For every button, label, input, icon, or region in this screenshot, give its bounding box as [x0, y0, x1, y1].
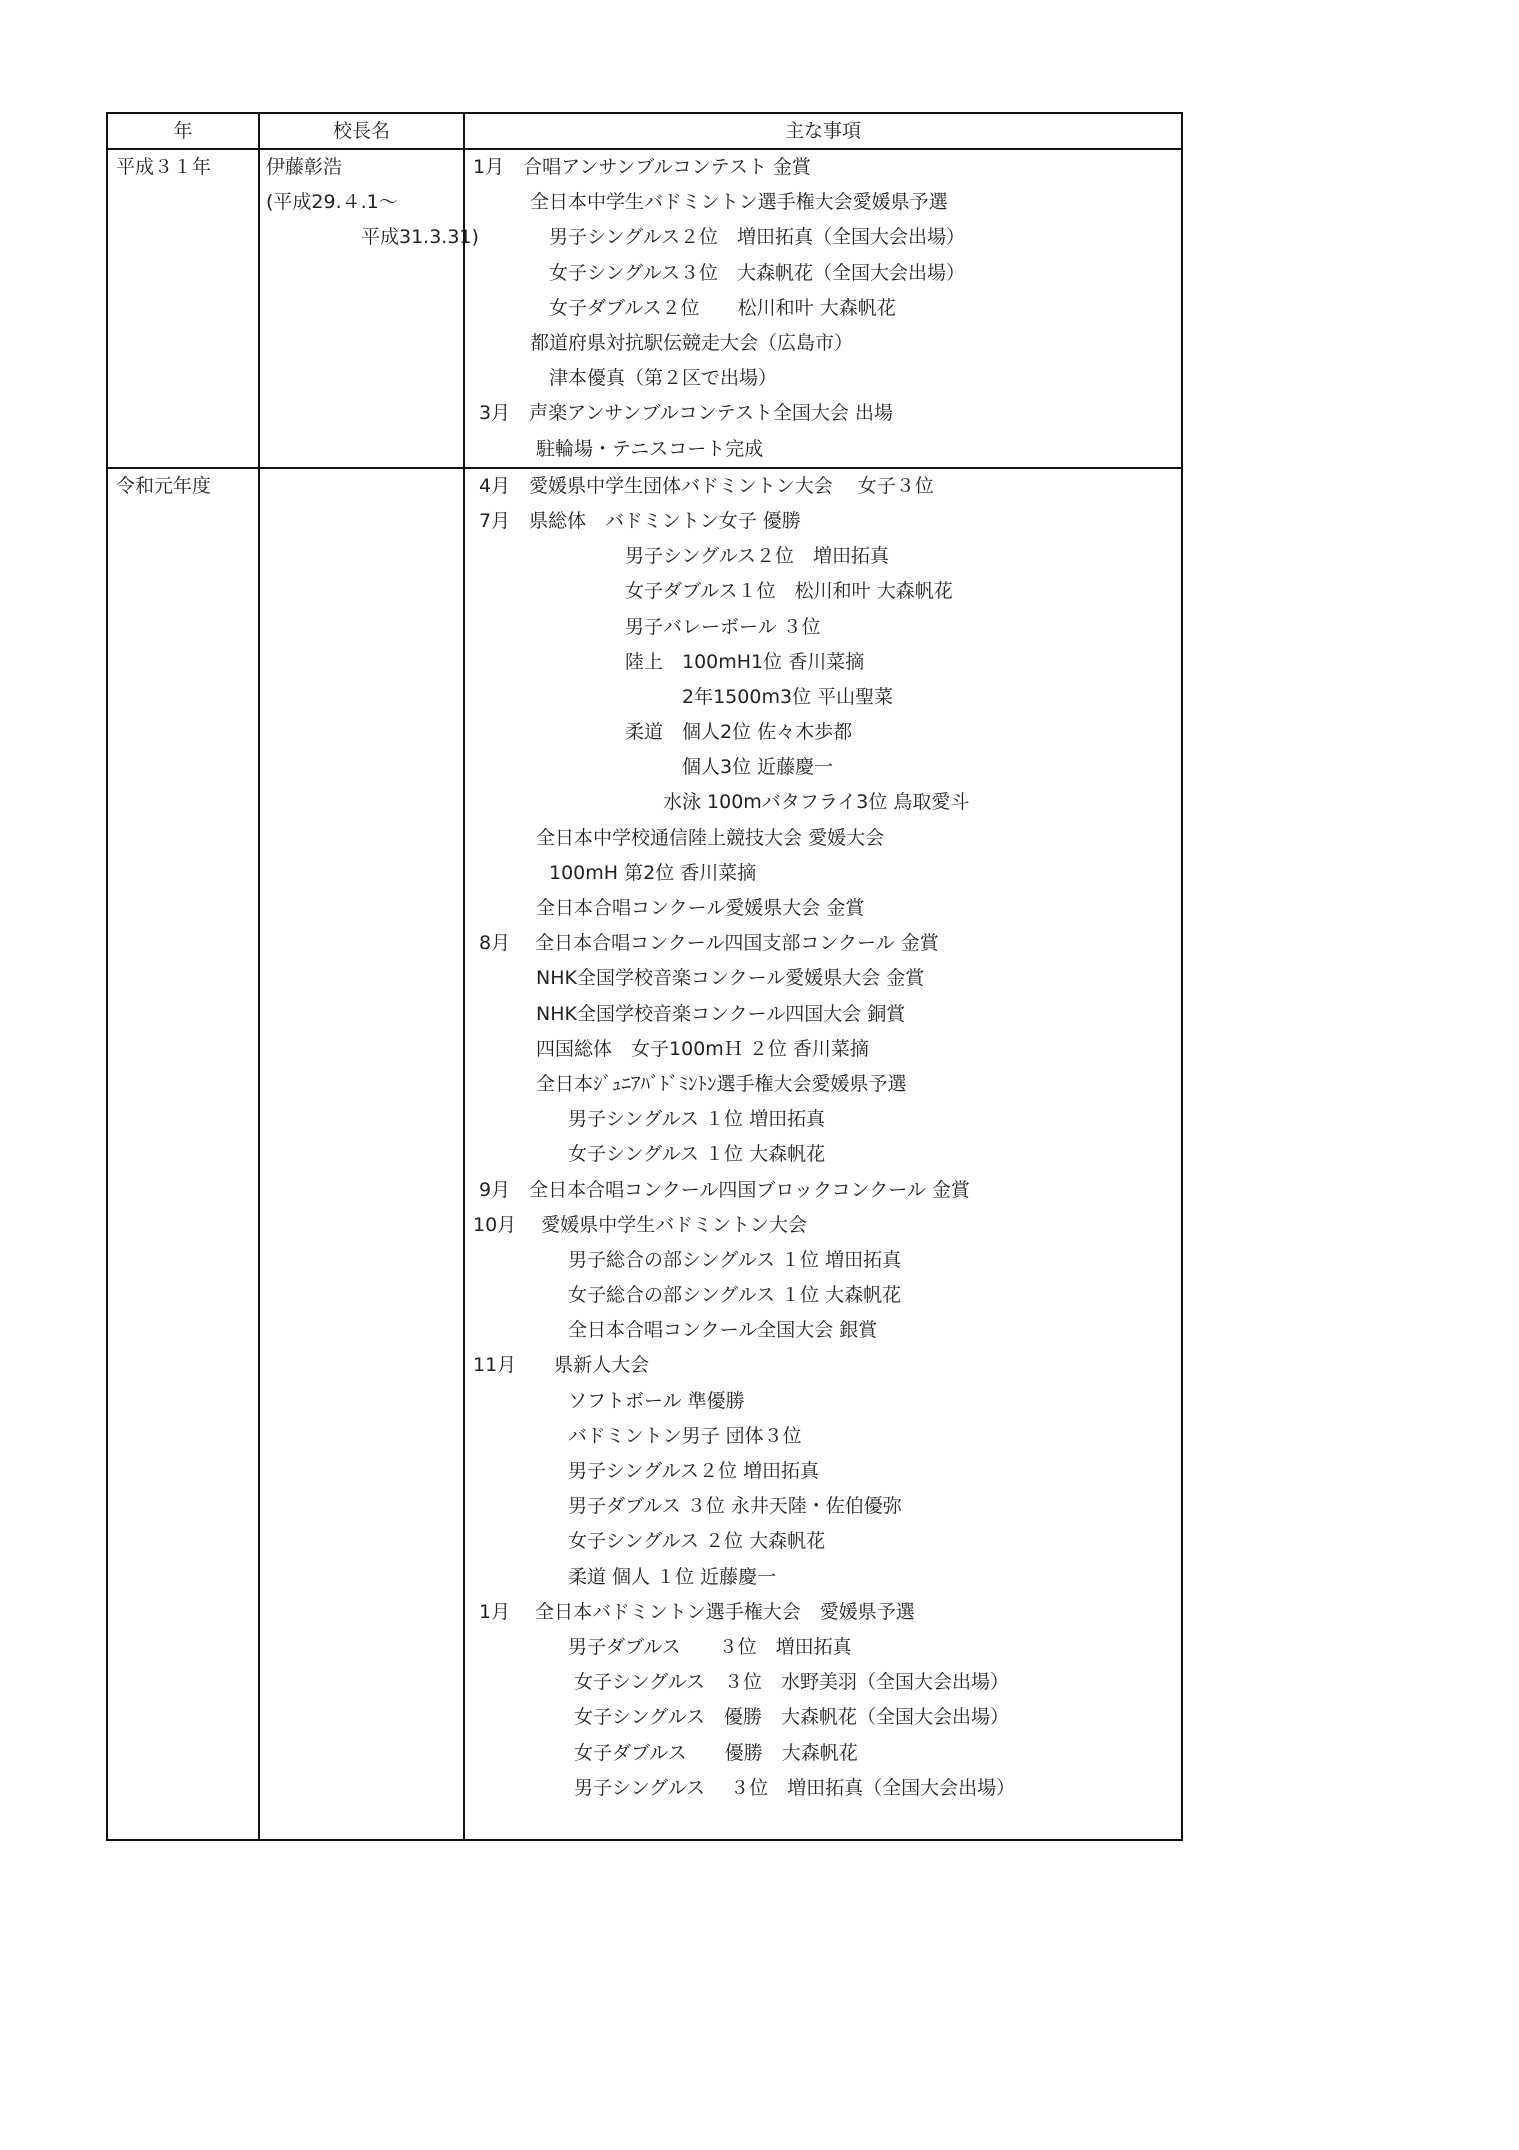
- item-line: 全日本合唱コンクール全国大会 銀賞: [473, 1319, 878, 1342]
- item-line: 個人3位 近藤慶一: [473, 756, 834, 779]
- item-line: 男子ダブルス ３位 増田拓真: [473, 1635, 852, 1658]
- item-line: 100mH 第2位 香川菜摘: [473, 861, 757, 884]
- item-line: 男子シングルス２位 増田拓真: [473, 545, 890, 568]
- item-line: 全日本合唱コンクール愛媛県大会 金賞: [473, 897, 865, 920]
- header-principal: 校長名: [258, 114, 463, 148]
- item-line: 4月 愛媛県中学生団体バドミントン大会 女子３位: [473, 474, 934, 497]
- item-line: 男子総合の部シングルス １位 増田拓真: [473, 1248, 902, 1271]
- item-line: 11月 県新人大会: [473, 1354, 650, 1377]
- items-cell: [463, 150, 1181, 467]
- item-line: 男子シングルス ３位 増田拓真（全国大会出場）: [473, 1776, 1016, 1799]
- item-line: 都道府県対抗駅伝競走大会（広島市）: [473, 331, 854, 354]
- item-line: バドミントン男子 団体３位: [473, 1424, 802, 1447]
- item-line: NHK全国学校音楽コンクール四国大会 銅賞: [473, 1002, 906, 1025]
- item-line: 駐輪場・テニスコート完成: [473, 437, 764, 460]
- item-line: 女子シングルス ３位 水野美羽（全国大会出場）: [473, 1671, 1010, 1694]
- principal-line: 伊藤彰浩: [266, 156, 343, 178]
- principal-cell: [258, 469, 463, 1839]
- year-text: 平成３１年: [116, 156, 212, 178]
- table-row: [108, 467, 1181, 1839]
- item-line: 水泳 100mバタフライ3位 鳥取愛斗: [473, 791, 970, 814]
- item-line: 津本優真（第２区で出場）: [473, 367, 778, 390]
- item-line: 女子ダブルス 優勝 大森帆花: [473, 1741, 858, 1764]
- item-line: 1月 合唱アンサンブルコンテスト 金賞: [473, 156, 811, 178]
- item-line: 全日本中学校通信陸上競技大会 愛媛大会: [473, 826, 885, 849]
- item-line: 陸上 100mH1位 香川菜摘: [473, 650, 865, 673]
- item-line: NHK全国学校音楽コンクール愛媛県大会 金賞: [473, 967, 925, 990]
- header-items: 主な事項: [463, 114, 1181, 148]
- item-line: 男子シングルス １位 増田拓真: [473, 1108, 826, 1131]
- item-line: 女子シングルス １位 大森帆花: [473, 1143, 826, 1166]
- items-cell: [463, 469, 1181, 1839]
- table-row: [108, 148, 1181, 467]
- year-cell: [108, 150, 258, 467]
- year-text: 令和元年度: [116, 474, 212, 497]
- principal-line: 平成31.3.31): [266, 226, 479, 249]
- item-line: 柔道 個人2位 佐々木歩都: [473, 721, 853, 744]
- item-line: 9月 全日本合唱コンクール四国ブロックコンクール 金賞: [473, 1178, 970, 1201]
- principal-line: (平成29.４.1～: [266, 191, 398, 214]
- item-line: 全日本ｼﾞｭﾆｱﾊﾞﾄﾞﾐﾝﾄﾝ選手権大会愛媛県予選: [473, 1072, 907, 1095]
- item-line: 女子シングルス 優勝 大森帆花（全国大会出場）: [473, 1706, 1010, 1729]
- item-line: ソフトボール 準優勝: [473, 1389, 745, 1412]
- header-year: 年: [173, 120, 193, 142]
- item-line: 女子総合の部シングルス １位 大森帆花: [473, 1284, 902, 1307]
- item-line: 男子シングルス２位 増田拓真: [473, 1460, 820, 1483]
- item-line: 四国総体 女子100mＨ ２位 香川菜摘: [473, 1037, 869, 1060]
- item-line: 1月 全日本バドミントン選手権大会 愛媛県予選: [473, 1600, 915, 1623]
- item-line: 女子ダブルス２位 松川和叶 大森帆花: [473, 296, 896, 319]
- principal-cell: [258, 150, 479, 467]
- table-header-row: [108, 114, 1181, 148]
- item-line: 3月 声楽アンサンブルコンテスト全国大会 出場: [473, 402, 893, 425]
- item-line: 8月 全日本合唱コンクール四国支部コンクール 金賞: [473, 932, 939, 955]
- item-line: 男子バレーボール ３位: [473, 615, 821, 638]
- item-line: 女子ダブルス１位 松川和叶 大森帆花: [473, 580, 953, 603]
- item-line: 全日本中学生バドミントン選手権大会愛媛県予選: [473, 191, 948, 214]
- item-line: 2年1500m3位 平山聖菜: [473, 685, 894, 708]
- item-line: 柔道 個人 １位 近藤慶一: [473, 1565, 777, 1588]
- item-line: 男子ダブルス ３位 永井天陸・佐伯優弥: [473, 1495, 902, 1518]
- history-table: [106, 112, 1183, 1841]
- item-line: 7月 県総体 バドミントン女子 優勝: [473, 509, 801, 532]
- year-cell: [108, 469, 258, 1839]
- item-line: 女子シングルス３位 大森帆花（全国大会出場）: [473, 261, 966, 284]
- item-line: 10月 愛媛県中学生バドミントン大会: [473, 1213, 807, 1236]
- item-line: 男子シングルス２位 増田拓真（全国大会出場）: [473, 226, 966, 249]
- item-line: 女子シングルス ２位 大森帆花: [473, 1530, 826, 1553]
